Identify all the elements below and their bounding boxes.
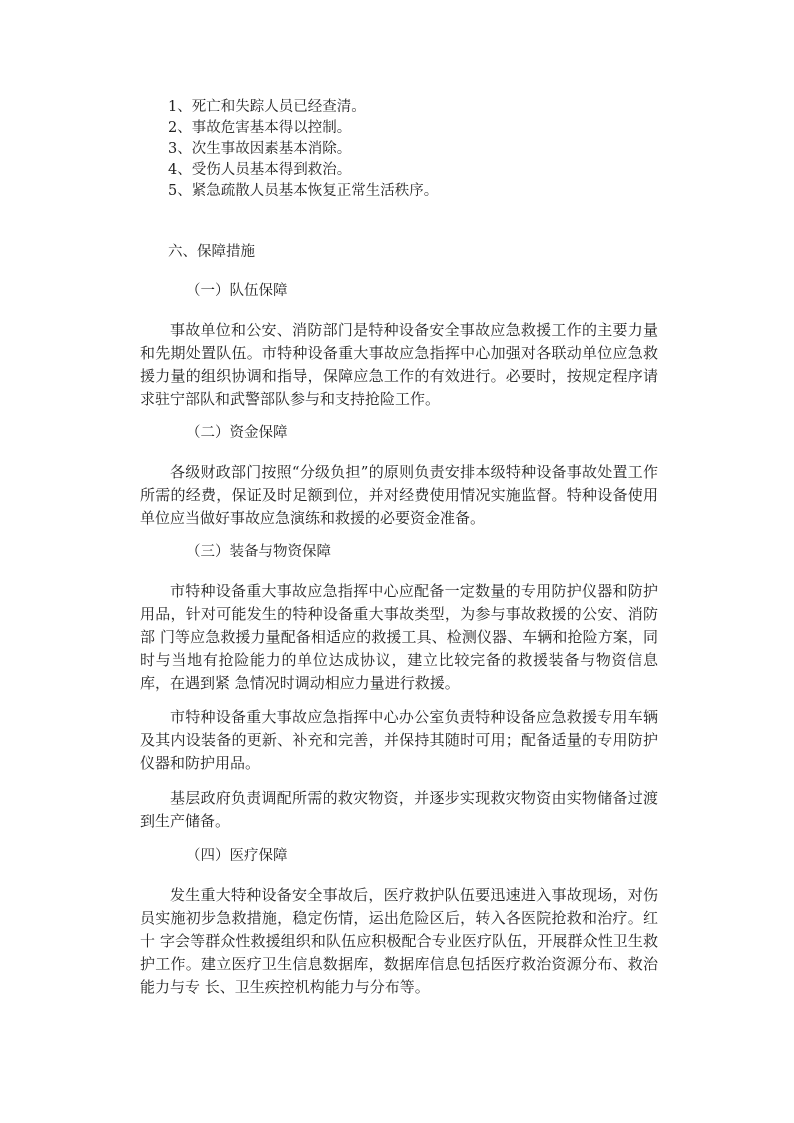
subsection-title-team: （一）队伍保障 [186,283,288,299]
subsection-title-medical: （四）医疗保障 [186,848,288,864]
paragraph-team: 事故单位和公安、消防部门是特种设备安全事故应急救援工作的主要力量和先期处置队伍。市特种设备重大事故应急指挥中心加强对各联动单位应急救援力量的组织协调和指导，保障应急工作的有效进行。必要时，按规定程序请求驻宁部队和武警部队参与和支持抢险工作。 [140,321,658,408]
list-item: 5、紧急疏散人员基本恢复正常生活秩序。 [168,183,439,199]
paragraph-funds: 各级财政部门按照“分级负担”的原则负责安排本级特种设备事故处置工作所需的经费，保证及时足额到位，并对经费使用情况实施监督。特种设备使用单位应当做好事故应急演练和救援的必要资金准备。 [140,463,658,527]
paragraph-equipment-3: 基层政府负责调配所需的救灾物资，并逐步实现救灾物资由实物储备过渡到生产储备。 [140,789,658,830]
paragraph-equipment-1: 市特种设备重大事故应急指挥中心应配备一定数量的专用防护仪器和防护用品，针对可能发生的特种设备重大事故类型，为参与事故救援的公安、消防部 门等应急救援力量配备相适应的救援工具、检测仪器、车辆和抢险方案，同时与当地有抢险能力的单位达成协议，建立比较完备的救援装备与物资信息库，在遇到紧 急情况时调动相应力量进行救援。 [140,582,658,692]
list-item: 1、死亡和失踪人员已经查清。 [168,99,366,115]
list-item: 3、次生事故因素基本消除。 [168,141,352,157]
list-item: 4、受伤人员基本得到救治。 [168,162,352,178]
subsection-title-funds: （二）资金保障 [186,425,288,441]
subsection-title-equipment: （三）装备与物资保障 [186,544,331,560]
paragraph-equipment-2: 市特种设备重大事故应急指挥中心办公室负责特种设备应急救援专用车辆及其内设装备的更新、补充和完善，并保持其随时可用；配备适量的专用防护仪器和防护用品。 [140,708,658,772]
paragraph-medical: 发生重大特种设备安全事故后，医疗救护队伍要迅速进入事故现场，对伤员实施初步急救措施，稳定伤情，运出危险区后，转入各医院抢救和治疗。红十 字会等群众性救援组织和队伍应积极配合专业医疗队伍，开展群众性卫生救护工作。建立医疗卫生信息数据库，数据库信息包括医疗救治资源分布、救治能力与专 长、卫生疾控机构能力与分布等。 [140,886,658,996]
recovery-conditions-list [168,97,688,202]
section-heading: 六、保障措施 [168,244,255,260]
list-item: 2、事故危害基本得以控制。 [168,120,352,136]
